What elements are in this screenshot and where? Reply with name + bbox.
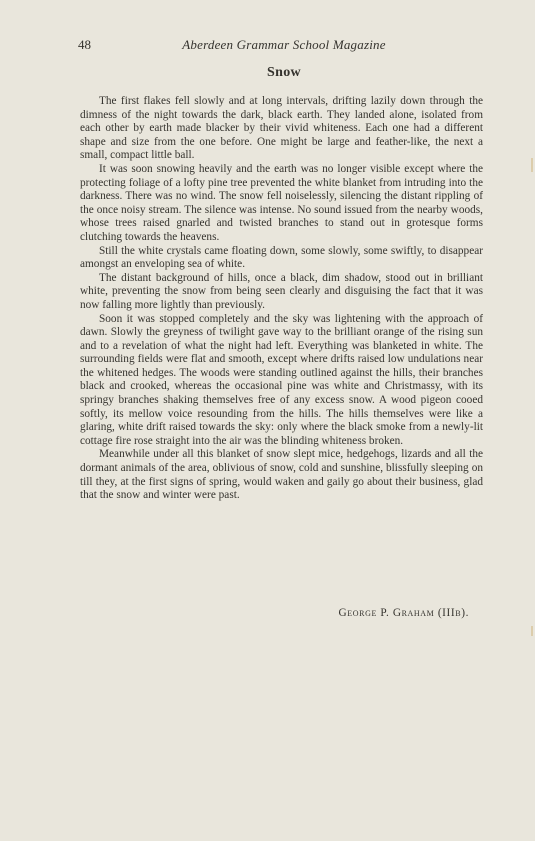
paragraph: Still the white crystals came floating down, some slowly, some swiftly, to disappear amongst an enveloping sea of white. bbox=[80, 244, 483, 271]
journal-title: Aberdeen Grammar School Magazine bbox=[182, 37, 386, 52]
paragraph: It was soon snowing heavily and the earth was no longer visible except where the protecting foliage of a lofty pine tree prevented the white blanket from intruding into the darkness. There was no wind. The snow fell noiselessly, silencing the distant rippling of the once noisy stream. The silence was intense. No sound issued from the nearby woods, whose trees raised gnarled and twisted branches to stand out in grotesque forms clutching towards the heavens. bbox=[80, 162, 483, 243]
article-body bbox=[80, 95, 483, 503]
page-number: 48 bbox=[78, 37, 91, 52]
paragraph: Meanwhile under all this blanket of snow slept mice, hedgehogs, lizards and all the dormant animals of the area, oblivious of snow, cold and sunshine, blissfully sleeping on till they, at the first signs of spring, would waken and gaily go about their business, glad that the snow and winter were past. bbox=[80, 448, 483, 502]
paragraph: The distant background of hills, once a black, dim shadow, stood out in brilliant white, preventing the snow from being seen clearly and disguising the fact that it was now falling more lightly than previously. bbox=[80, 271, 483, 311]
article-title: Snow bbox=[267, 65, 301, 80]
paragraph: The first flakes fell slowly and at long intervals, drifting lazily down through the dimness of the night towards the dark, black earth. They landed alone, isolated from each other by earth made blacker by their vivid whiteness. Each one had a different shape and size from the one before. One might be large and feather-like, the next a small, compact little ball. bbox=[80, 95, 483, 162]
paragraph: Soon it was stopped completely and the sky was lightening with the approach of dawn. Slowly the greyness of twilight gave way to the brilliant orange of the rising sun and to a revelation of what the night had left. Everything was blanketed in white. The surrounding fields were flat and smooth, except where drifts raised low undulations near the whitened hedges. The woods were standing outlined against the hills, their branches black and crooked, whereas the occasional pine was white and Christmassy, with its springy branches shaking themselves free of any excess snow. A wood pigeon cooed softly, its mellow voice resounding from the hills. The hills themselves were like a glaring, white drift raised towards the sky: only where the black smoke from a newly-lit cottage fire rose straight into the air was the blinding whiteness broken. bbox=[80, 312, 483, 447]
paper-stain-mark bbox=[531, 626, 533, 636]
page-header bbox=[78, 37, 490, 59]
author-signature: George P. Graham (IIIb). bbox=[338, 607, 469, 619]
paper-stain-mark bbox=[531, 158, 533, 172]
